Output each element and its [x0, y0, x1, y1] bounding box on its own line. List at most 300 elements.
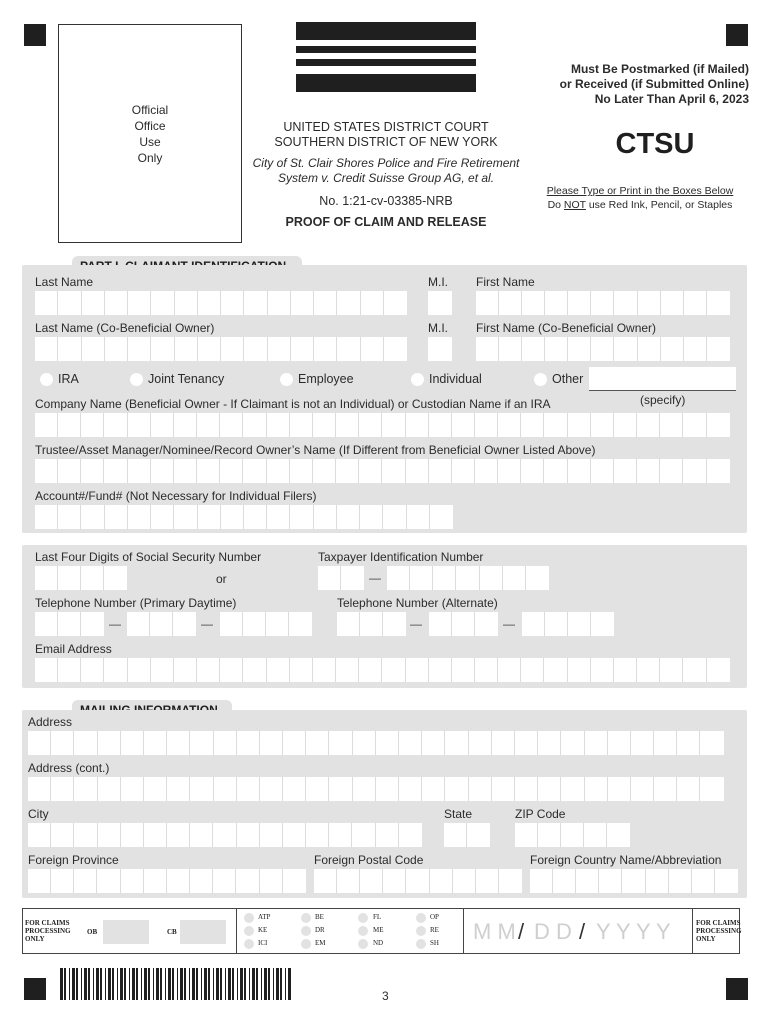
char-box[interactable]	[220, 658, 243, 682]
char-box[interactable]	[637, 459, 660, 483]
char-box[interactable]	[445, 777, 468, 801]
char-box[interactable]	[430, 505, 453, 529]
char-box[interactable]	[313, 413, 336, 437]
char-box[interactable]	[521, 658, 544, 682]
char-box[interactable]	[243, 612, 266, 636]
char-box[interactable]	[58, 505, 81, 529]
char-box[interactable]	[608, 731, 631, 755]
char-box[interactable]	[290, 459, 313, 483]
char-box[interactable]	[74, 869, 97, 893]
char-box[interactable]	[237, 731, 260, 755]
char-box[interactable]	[74, 777, 97, 801]
char-box[interactable]	[337, 337, 360, 361]
char-box[interactable]	[268, 291, 291, 315]
char-box[interactable]	[429, 612, 452, 636]
char-box[interactable]	[638, 337, 661, 361]
char-box[interactable]	[360, 505, 383, 529]
char-box[interactable]	[144, 823, 167, 847]
char-box[interactable]	[522, 291, 545, 315]
char-box[interactable]	[283, 823, 306, 847]
char-box[interactable]	[399, 731, 422, 755]
char-box[interactable]	[498, 413, 521, 437]
char-box[interactable]	[406, 658, 429, 682]
char-box[interactable]	[190, 731, 213, 755]
code-circle-ke[interactable]	[244, 926, 254, 936]
char-box[interactable]	[81, 459, 104, 483]
phone-primary-area[interactable]	[35, 612, 104, 636]
char-box[interactable]	[197, 413, 220, 437]
char-box[interactable]	[476, 337, 499, 361]
char-box[interactable]	[492, 731, 515, 755]
char-box[interactable]	[283, 869, 306, 893]
char-box[interactable]	[290, 658, 313, 682]
code-circle-fl[interactable]	[358, 913, 368, 923]
char-box[interactable]	[430, 869, 453, 893]
char-box[interactable]	[314, 337, 337, 361]
char-box[interactable]	[499, 869, 522, 893]
char-box[interactable]	[121, 777, 144, 801]
char-box[interactable]	[82, 337, 105, 361]
char-box[interactable]	[476, 291, 499, 315]
char-box[interactable]	[361, 337, 384, 361]
char-box[interactable]	[428, 291, 452, 315]
char-box[interactable]	[607, 823, 630, 847]
char-box[interactable]	[359, 459, 382, 483]
char-box[interactable]	[545, 337, 568, 361]
char-box[interactable]	[422, 731, 445, 755]
code-circle-re[interactable]	[416, 926, 426, 936]
cb-field[interactable]	[180, 920, 226, 944]
char-box[interactable]	[81, 566, 104, 590]
code-circle-sh[interactable]	[416, 939, 426, 949]
char-box[interactable]	[614, 337, 637, 361]
char-box[interactable]	[475, 459, 498, 483]
char-box[interactable]	[498, 658, 521, 682]
foreign-country-field[interactable]	[530, 869, 738, 893]
char-box[interactable]	[198, 505, 221, 529]
char-box[interactable]	[480, 566, 503, 590]
char-box[interactable]	[383, 869, 406, 893]
char-box[interactable]	[382, 413, 405, 437]
first-name-field[interactable]	[476, 291, 730, 315]
char-box[interactable]	[221, 291, 244, 315]
char-box[interactable]	[51, 823, 74, 847]
char-box[interactable]	[433, 566, 456, 590]
char-box[interactable]	[337, 612, 360, 636]
char-box[interactable]	[614, 459, 637, 483]
char-box[interactable]	[654, 731, 677, 755]
char-box[interactable]	[144, 869, 167, 893]
char-box[interactable]	[289, 612, 312, 636]
char-box[interactable]	[151, 291, 174, 315]
char-box[interactable]	[429, 658, 452, 682]
code-circle-me[interactable]	[358, 926, 368, 936]
mi-field[interactable]	[428, 291, 452, 315]
char-box[interactable]	[104, 459, 127, 483]
code-circle-ici[interactable]	[244, 939, 254, 949]
char-box[interactable]	[127, 612, 150, 636]
char-box[interactable]	[715, 869, 738, 893]
char-box[interactable]	[660, 658, 683, 682]
char-box[interactable]	[707, 291, 730, 315]
char-box[interactable]	[104, 413, 127, 437]
char-box[interactable]	[561, 777, 584, 801]
char-box[interactable]	[35, 337, 58, 361]
char-box[interactable]	[28, 777, 51, 801]
char-box[interactable]	[530, 869, 553, 893]
char-box[interactable]	[545, 612, 568, 636]
char-box[interactable]	[151, 459, 174, 483]
char-box[interactable]	[445, 731, 468, 755]
char-box[interactable]	[220, 413, 243, 437]
char-box[interactable]	[58, 459, 81, 483]
radio-individual[interactable]	[411, 373, 424, 386]
char-box[interactable]	[376, 777, 399, 801]
char-box[interactable]	[661, 291, 684, 315]
char-box[interactable]	[336, 459, 359, 483]
char-box[interactable]	[174, 413, 197, 437]
char-box[interactable]	[260, 823, 283, 847]
tin-field-suffix[interactable]	[387, 566, 549, 590]
char-box[interactable]	[74, 731, 97, 755]
char-box[interactable]	[410, 566, 433, 590]
char-box[interactable]	[220, 612, 243, 636]
char-box[interactable]	[522, 612, 545, 636]
char-box[interactable]	[538, 777, 561, 801]
char-box[interactable]	[545, 291, 568, 315]
char-box[interactable]	[213, 869, 236, 893]
char-box[interactable]	[144, 731, 167, 755]
char-box[interactable]	[360, 612, 383, 636]
char-box[interactable]	[382, 459, 405, 483]
char-box[interactable]	[74, 823, 97, 847]
char-box[interactable]	[167, 777, 190, 801]
char-box[interactable]	[151, 505, 174, 529]
char-box[interactable]	[515, 731, 538, 755]
tin-field-prefix[interactable]	[318, 566, 364, 590]
char-box[interactable]	[683, 658, 706, 682]
char-box[interactable]	[121, 869, 144, 893]
char-box[interactable]	[406, 459, 429, 483]
char-box[interactable]	[175, 337, 198, 361]
char-box[interactable]	[361, 291, 384, 315]
char-box[interactable]	[407, 505, 430, 529]
char-box[interactable]	[631, 731, 654, 755]
char-box[interactable]	[515, 823, 538, 847]
foreign-postal-field[interactable]	[314, 869, 522, 893]
char-box[interactable]	[352, 823, 375, 847]
char-box[interactable]	[492, 777, 515, 801]
char-box[interactable]	[105, 505, 128, 529]
char-box[interactable]	[314, 505, 337, 529]
char-box[interactable]	[244, 337, 267, 361]
char-box[interactable]	[221, 337, 244, 361]
char-box[interactable]	[244, 291, 267, 315]
char-box[interactable]	[475, 612, 498, 636]
char-box[interactable]	[591, 337, 614, 361]
char-box[interactable]	[683, 459, 706, 483]
char-box[interactable]	[190, 823, 213, 847]
char-box[interactable]	[329, 731, 352, 755]
char-box[interactable]	[591, 459, 614, 483]
char-box[interactable]	[677, 777, 700, 801]
char-box[interactable]	[707, 413, 730, 437]
char-box[interactable]	[337, 505, 360, 529]
char-box[interactable]	[360, 869, 383, 893]
char-box[interactable]	[522, 337, 545, 361]
char-box[interactable]	[58, 658, 81, 682]
char-box[interactable]	[622, 869, 645, 893]
char-box[interactable]	[499, 291, 522, 315]
char-box[interactable]	[568, 612, 591, 636]
char-box[interactable]	[591, 658, 614, 682]
char-box[interactable]	[683, 413, 706, 437]
char-box[interactable]	[58, 337, 81, 361]
char-box[interactable]	[151, 337, 174, 361]
char-box[interactable]	[660, 459, 683, 483]
char-box[interactable]	[97, 869, 120, 893]
char-box[interactable]	[314, 291, 337, 315]
char-box[interactable]	[167, 731, 190, 755]
char-box[interactable]	[35, 505, 58, 529]
char-box[interactable]	[337, 869, 360, 893]
code-circle-dr[interactable]	[301, 926, 311, 936]
char-box[interactable]	[677, 731, 700, 755]
char-box[interactable]	[336, 658, 359, 682]
email-field[interactable]	[35, 658, 730, 682]
char-box[interactable]	[359, 413, 382, 437]
char-box[interactable]	[475, 658, 498, 682]
company-name-field[interactable]	[35, 413, 730, 437]
char-box[interactable]	[198, 337, 221, 361]
char-box[interactable]	[692, 869, 715, 893]
char-box[interactable]	[452, 612, 475, 636]
char-box[interactable]	[654, 777, 677, 801]
char-box[interactable]	[128, 658, 151, 682]
char-box[interactable]	[313, 459, 336, 483]
char-box[interactable]	[429, 459, 452, 483]
char-box[interactable]	[81, 612, 104, 636]
char-box[interactable]	[568, 459, 591, 483]
char-box[interactable]	[584, 823, 607, 847]
char-box[interactable]	[700, 731, 723, 755]
char-box[interactable]	[268, 337, 291, 361]
char-box[interactable]	[498, 459, 521, 483]
char-box[interactable]	[175, 291, 198, 315]
char-box[interactable]	[291, 291, 314, 315]
phone-primary-prefix[interactable]	[127, 612, 196, 636]
trustee-field[interactable]	[35, 459, 730, 483]
char-box[interactable]	[499, 337, 522, 361]
char-box[interactable]	[128, 413, 151, 437]
last-name-co-field[interactable]	[35, 337, 407, 361]
phone-primary-line[interactable]	[220, 612, 312, 636]
char-box[interactable]	[383, 505, 406, 529]
char-box[interactable]	[290, 413, 313, 437]
char-box[interactable]	[561, 731, 584, 755]
char-box[interactable]	[267, 505, 290, 529]
char-box[interactable]	[638, 291, 661, 315]
char-box[interactable]	[568, 337, 591, 361]
char-box[interactable]	[28, 731, 51, 755]
char-box[interactable]	[58, 413, 81, 437]
char-box[interactable]	[237, 823, 260, 847]
char-box[interactable]	[266, 612, 289, 636]
char-box[interactable]	[58, 566, 81, 590]
char-box[interactable]	[260, 777, 283, 801]
char-box[interactable]	[422, 777, 445, 801]
code-circle-be[interactable]	[301, 913, 311, 923]
char-box[interactable]	[28, 823, 51, 847]
char-box[interactable]	[197, 658, 220, 682]
char-box[interactable]	[429, 413, 452, 437]
char-box[interactable]	[521, 459, 544, 483]
char-box[interactable]	[174, 658, 197, 682]
char-box[interactable]	[243, 658, 266, 682]
char-box[interactable]	[503, 566, 526, 590]
char-box[interactable]	[267, 413, 290, 437]
char-box[interactable]	[475, 413, 498, 437]
char-box[interactable]	[684, 337, 707, 361]
char-box[interactable]	[306, 731, 329, 755]
char-box[interactable]	[283, 777, 306, 801]
char-box[interactable]	[121, 823, 144, 847]
char-box[interactable]	[336, 413, 359, 437]
char-box[interactable]	[700, 777, 723, 801]
char-box[interactable]	[290, 505, 313, 529]
phone-alt-line[interactable]	[522, 612, 614, 636]
char-box[interactable]	[337, 291, 360, 315]
char-box[interactable]	[81, 658, 104, 682]
char-box[interactable]	[51, 869, 74, 893]
char-box[interactable]	[382, 658, 405, 682]
char-box[interactable]	[313, 658, 336, 682]
char-box[interactable]	[553, 869, 576, 893]
char-box[interactable]	[167, 823, 190, 847]
char-box[interactable]	[453, 869, 476, 893]
last-name-field[interactable]	[35, 291, 407, 315]
char-box[interactable]	[599, 869, 622, 893]
char-box[interactable]	[35, 612, 58, 636]
phone-alt-area[interactable]	[337, 612, 406, 636]
char-box[interactable]	[526, 566, 549, 590]
char-box[interactable]	[684, 291, 707, 315]
address-field[interactable]	[28, 731, 724, 755]
char-box[interactable]	[174, 459, 197, 483]
foreign-province-field[interactable]	[28, 869, 306, 893]
char-box[interactable]	[214, 731, 237, 755]
char-box[interactable]	[243, 459, 266, 483]
char-box[interactable]	[384, 337, 407, 361]
char-box[interactable]	[452, 459, 475, 483]
char-box[interactable]	[707, 459, 730, 483]
char-box[interactable]	[243, 413, 266, 437]
char-box[interactable]	[244, 505, 267, 529]
char-box[interactable]	[399, 823, 422, 847]
first-name-co-field[interactable]	[476, 337, 730, 361]
char-box[interactable]	[452, 413, 475, 437]
code-circle-op[interactable]	[416, 913, 426, 923]
char-box[interactable]	[341, 566, 364, 590]
code-circle-em[interactable]	[301, 939, 311, 949]
char-box[interactable]	[318, 566, 341, 590]
account-field[interactable]	[35, 505, 453, 529]
char-box[interactable]	[35, 459, 58, 483]
char-box[interactable]	[568, 291, 591, 315]
char-box[interactable]	[359, 658, 382, 682]
city-field[interactable]	[28, 823, 422, 847]
char-box[interactable]	[707, 658, 730, 682]
char-box[interactable]	[128, 505, 151, 529]
char-box[interactable]	[121, 731, 144, 755]
char-box[interactable]	[28, 869, 51, 893]
char-box[interactable]	[568, 658, 591, 682]
char-box[interactable]	[376, 823, 399, 847]
char-box[interactable]	[476, 869, 499, 893]
char-box[interactable]	[399, 777, 422, 801]
char-box[interactable]	[614, 413, 637, 437]
char-box[interactable]	[646, 869, 669, 893]
code-circle-atp[interactable]	[244, 913, 254, 923]
ssn-field[interactable]	[35, 566, 127, 590]
char-box[interactable]	[260, 869, 283, 893]
mi-co-field[interactable]	[428, 337, 452, 361]
char-box[interactable]	[35, 413, 58, 437]
char-box[interactable]	[637, 658, 660, 682]
char-box[interactable]	[221, 505, 244, 529]
char-box[interactable]	[469, 777, 492, 801]
char-box[interactable]	[128, 459, 151, 483]
char-box[interactable]	[51, 777, 74, 801]
char-box[interactable]	[561, 823, 584, 847]
char-box[interactable]	[236, 869, 259, 893]
char-box[interactable]	[58, 612, 81, 636]
char-box[interactable]	[707, 337, 730, 361]
char-box[interactable]	[406, 413, 429, 437]
char-box[interactable]	[98, 731, 121, 755]
char-box[interactable]	[198, 291, 221, 315]
radio-other[interactable]	[534, 373, 547, 386]
char-box[interactable]	[544, 459, 567, 483]
char-box[interactable]	[150, 612, 173, 636]
char-box[interactable]	[538, 731, 561, 755]
char-box[interactable]	[614, 658, 637, 682]
char-box[interactable]	[538, 823, 561, 847]
char-box[interactable]	[585, 731, 608, 755]
char-box[interactable]	[98, 777, 121, 801]
char-box[interactable]	[329, 777, 352, 801]
char-box[interactable]	[104, 566, 127, 590]
char-box[interactable]	[190, 869, 213, 893]
ob-field[interactable]	[103, 920, 149, 944]
char-box[interactable]	[190, 777, 213, 801]
char-box[interactable]	[314, 869, 337, 893]
char-box[interactable]	[384, 291, 407, 315]
char-box[interactable]	[128, 291, 151, 315]
char-box[interactable]	[660, 413, 683, 437]
char-box[interactable]	[383, 612, 406, 636]
char-box[interactable]	[608, 777, 631, 801]
char-box[interactable]	[173, 612, 196, 636]
char-box[interactable]	[591, 413, 614, 437]
char-box[interactable]	[467, 823, 490, 847]
char-box[interactable]	[376, 731, 399, 755]
char-box[interactable]	[51, 731, 74, 755]
char-box[interactable]	[661, 337, 684, 361]
char-box[interactable]	[614, 291, 637, 315]
char-box[interactable]	[283, 731, 306, 755]
char-box[interactable]	[428, 337, 452, 361]
